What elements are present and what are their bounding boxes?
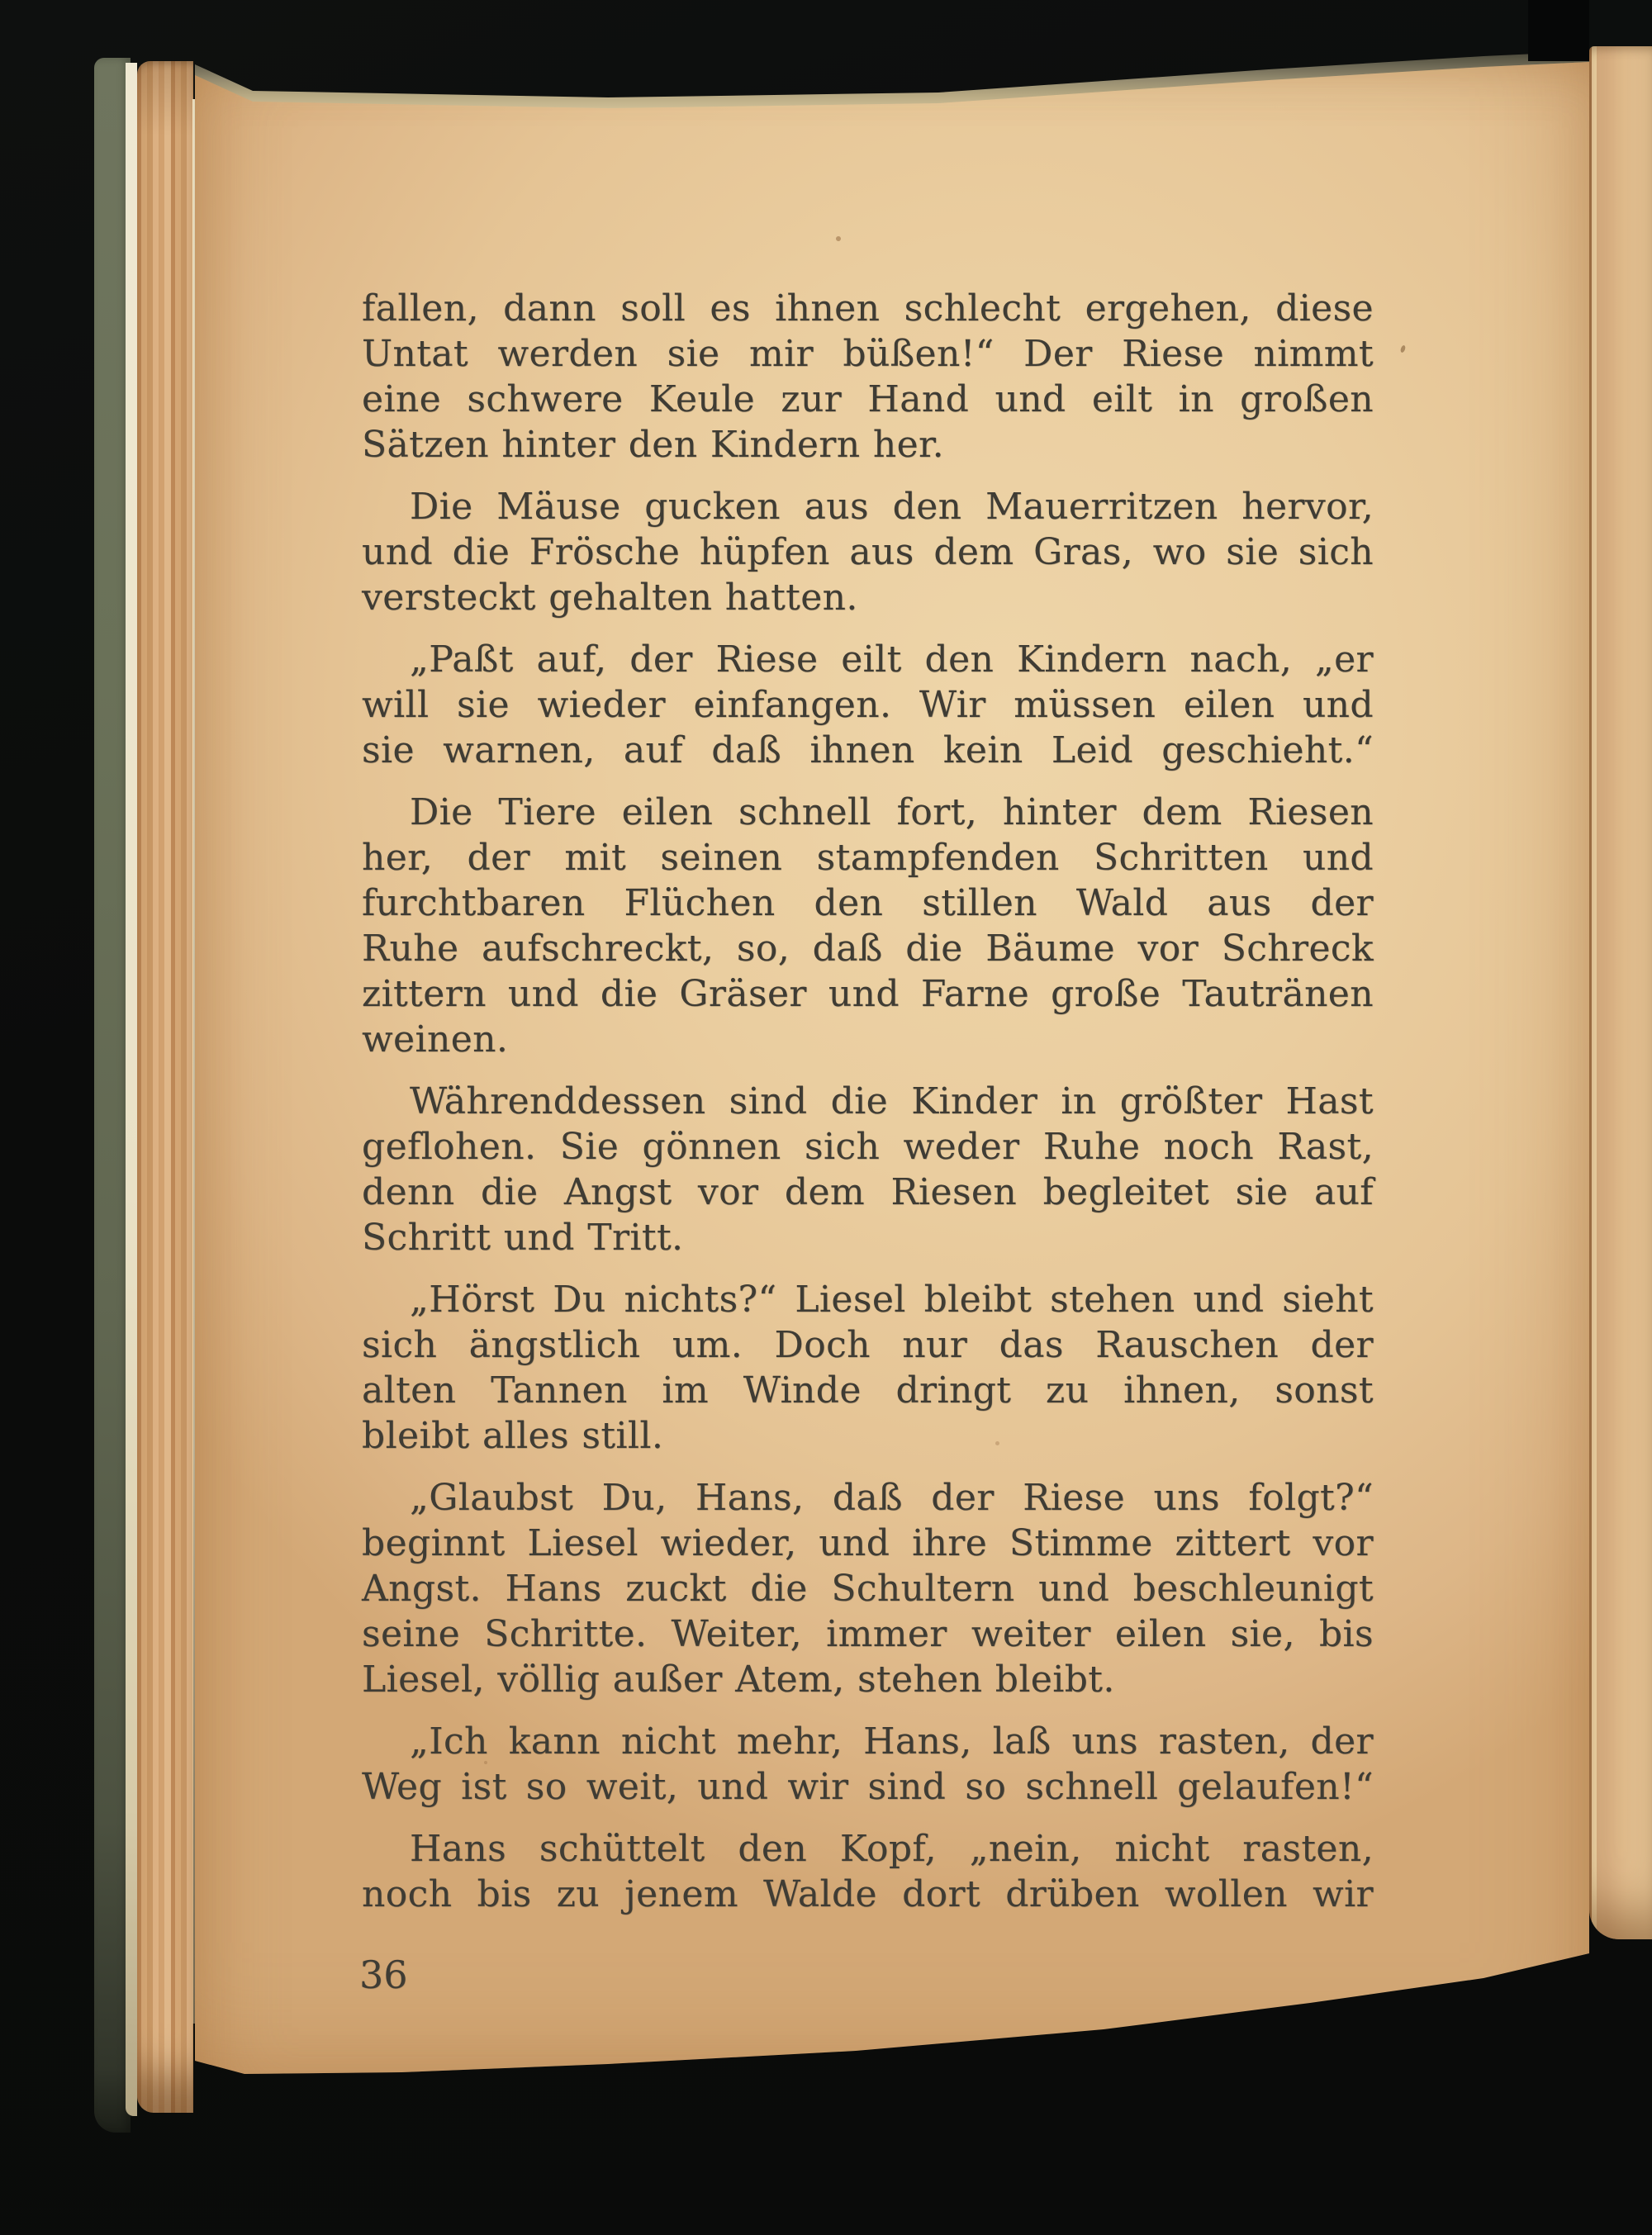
text-line: beginnt Liesel wieder, und ihre Stimme zittert vor: [362, 1522, 1374, 1564]
paragraph: [362, 1475, 1374, 1702]
text-line: „Glaubst Du, Hans, daß der Riese uns folgt?“: [410, 1477, 1374, 1519]
paragraph: [362, 484, 1374, 620]
text-line: seine Schritte. Weiter, immer weiter eilen sie, bis: [362, 1613, 1374, 1655]
paragraph: [362, 1719, 1374, 1810]
paragraph: [362, 1277, 1374, 1459]
text-line: will sie wieder einfangen. Wir müssen eilen und: [362, 684, 1374, 726]
adjacent-page-edge: [1589, 46, 1652, 1939]
page-left-edge-highlight: [192, 99, 195, 2024]
text-line: Die Mäuse gucken aus den Mauerritzen hervor,: [410, 486, 1374, 528]
text-line: Weg ist so weit, und wir sind so schnell gelaufen!“: [362, 1766, 1374, 1808]
text-line: zittern und die Gräser und Farne große Tautränen: [362, 973, 1374, 1015]
text-line: furchtbaren Flüchen den stillen Wald aus der: [362, 882, 1374, 924]
text-line: noch bis zu jenem Walde dort drüben wollen wir: [362, 1873, 1374, 1915]
text-line: her, der mit seinen stampfenden Schritten und: [362, 837, 1374, 879]
paragraph: [362, 1079, 1374, 1260]
paragraph: [362, 790, 1374, 1062]
paragraph: [362, 286, 1374, 467]
paragraph: [362, 637, 1374, 773]
text-line: und die Frösche hüpfen aus dem Gras, wo sie sich: [362, 531, 1374, 573]
text-line: eine schwere Keule zur Hand und eilt in großen: [362, 378, 1374, 420]
text-line: Schritt und Tritt.: [362, 1217, 684, 1259]
text-line: Angst. Hans zuckt die Schultern und beschleunigt: [362, 1568, 1374, 1610]
page-text: [362, 286, 1374, 1917]
text-line: weinen.: [362, 1018, 509, 1061]
text-line: sie warnen, auf daß ihnen kein Leid geschieht.“: [362, 729, 1374, 771]
text-line: alten Tannen im Winde dringt zu ihnen, sonst: [362, 1369, 1374, 1412]
text-line: „Ich kann nicht mehr, Hans, laß uns rasten, der: [410, 1720, 1374, 1763]
page-fore-edge-stack: [137, 61, 193, 2113]
text-line: geflohen. Sie gönnen sich weder Ruhe noch Rast,: [362, 1126, 1374, 1168]
text-line: Liesel, völlig außer Atem, stehen bleibt.: [362, 1658, 1115, 1701]
text-line: Untat werden sie mir büßen!“ Der Riese nimmt: [362, 333, 1374, 375]
text-line: „Hörst Du nichts?“ Liesel bleibt stehen und sieht: [410, 1279, 1374, 1321]
foxing-speck: [836, 236, 841, 241]
text-line: sich ängstlich um. Doch nur das Rauschen der: [362, 1324, 1374, 1366]
page-number: 36: [359, 1953, 408, 1997]
text-line: „Paßt auf, der Riese eilt den Kindern nach, „er: [410, 638, 1374, 681]
paragraph: [362, 1826, 1374, 1917]
text-line: Die Tiere eilen schnell fort, hinter dem Riesen: [410, 791, 1374, 833]
endpaper-strip: [126, 63, 137, 2116]
text-line: Währenddessen sind die Kinder in größter Hast: [410, 1080, 1374, 1122]
text-line: Ruhe aufschreckt, so, daß die Bäume vor Schreck: [362, 928, 1374, 970]
text-line: versteckt gehalten hatten.: [362, 577, 858, 619]
text-line: Sätzen hinter den Kindern her.: [362, 424, 945, 466]
text-line: denn die Angst vor dem Riesen begleitet sie auf: [362, 1171, 1374, 1213]
text-line: Hans schüttelt den Kopf, „nein, nicht rasten,: [410, 1828, 1374, 1870]
text-line: bleibt alles still.: [362, 1415, 664, 1457]
scan-corner-notch: [1528, 0, 1589, 61]
text-line: fallen, dann soll es ihnen schlecht ergehen, diese: [362, 287, 1374, 330]
